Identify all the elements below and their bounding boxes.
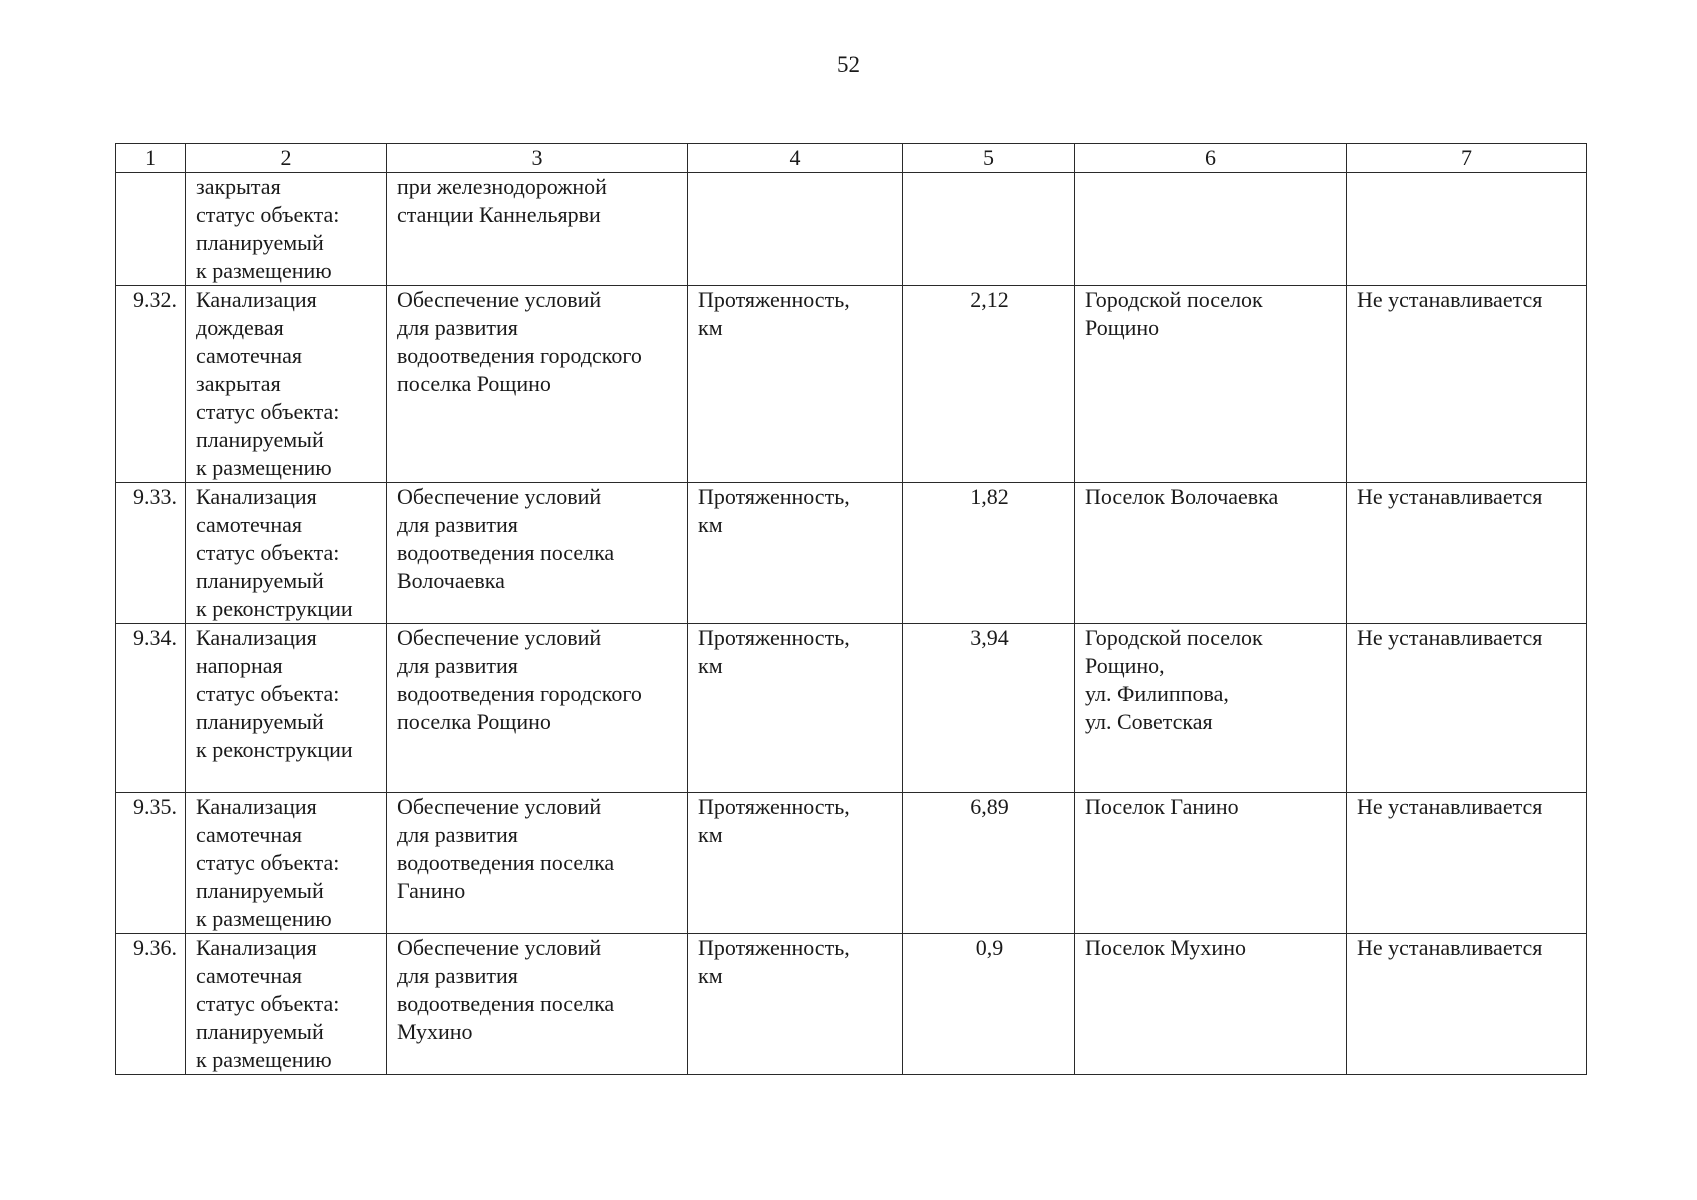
characteristic-cell [688,173,903,286]
object-name-cell: Канализация самотечная статус объекта: планируемый к реконструкции [186,483,387,624]
table-row [116,483,1587,624]
row-number-cell: 9.35. [116,793,186,934]
object-name-cell: Канализация самотечная статус объекта: планируемый к размещению [186,793,387,934]
characteristic-cell: Протяженность, км [688,793,903,934]
purpose-cell: Обеспечение условий для развития водоотведения городского поселка Рощино [387,286,688,483]
zone-cell: Не устанавливается [1347,624,1587,793]
table-row [116,793,1587,934]
purpose-cell: Обеспечение условий для развития водоотведения поселка Волочаевка [387,483,688,624]
table-header-row [116,144,1587,173]
location-cell: Поселок Ганино [1075,793,1347,934]
location-cell: Городской поселок Рощино [1075,286,1347,483]
zone-cell: Не устанавливается [1347,286,1587,483]
zone-cell: Не устанавливается [1347,934,1587,1075]
location-cell [1075,173,1347,286]
value-cell: 0,9 [903,934,1075,1075]
characteristic-cell: Протяженность, км [688,934,903,1075]
row-number-cell: 9.33. [116,483,186,624]
table-row [116,624,1587,793]
purpose-cell: Обеспечение условий для развития водоотведения поселка Мухино [387,934,688,1075]
objects-table [115,143,1587,1075]
column-header: 1 [116,144,186,173]
object-name-cell: закрытая статус объекта: планируемый к размещению [186,173,387,286]
table-row-continuation [116,173,1587,286]
table-row [116,286,1587,483]
object-name-cell: Канализация самотечная статус объекта: планируемый к размещению [186,934,387,1075]
characteristic-cell: Протяженность, км [688,286,903,483]
row-number-cell: 9.36. [116,934,186,1075]
zone-cell: Не устанавливается [1347,793,1587,934]
column-header: 7 [1347,144,1587,173]
column-header: 5 [903,144,1075,173]
object-name-cell: Канализация дождевая самотечная закрытая статус объекта: планируемый к размещению [186,286,387,483]
purpose-cell: Обеспечение условий для развития водоотведения поселка Ганино [387,793,688,934]
page-number: 52 [837,52,860,77]
value-cell: 2,12 [903,286,1075,483]
location-cell: Поселок Мухино [1075,934,1347,1075]
purpose-cell: при железнодорожной станции Каннельярви [387,173,688,286]
column-header: 3 [387,144,688,173]
location-cell: Поселок Волочаевка [1075,483,1347,624]
purpose-cell: Обеспечение условий для развития водоотведения городского поселка Рощино [387,624,688,793]
object-name-cell: Канализация напорная статус объекта: планируемый к реконструкции [186,624,387,793]
table-row [116,934,1587,1075]
characteristic-cell: Протяженность, км [688,624,903,793]
row-number-cell [116,173,186,286]
row-number-cell: 9.32. [116,286,186,483]
value-cell: 3,94 [903,624,1075,793]
characteristic-cell: Протяженность, км [688,483,903,624]
column-header: 2 [186,144,387,173]
value-cell: 1,82 [903,483,1075,624]
value-cell: 6,89 [903,793,1075,934]
zone-cell: Не устанавливается [1347,483,1587,624]
zone-cell [1347,173,1587,286]
column-header: 4 [688,144,903,173]
column-header: 6 [1075,144,1347,173]
row-number-cell: 9.34. [116,624,186,793]
value-cell [903,173,1075,286]
location-cell: Городской поселок Рощино, ул. Филиппова, ул. Советская [1075,624,1347,793]
